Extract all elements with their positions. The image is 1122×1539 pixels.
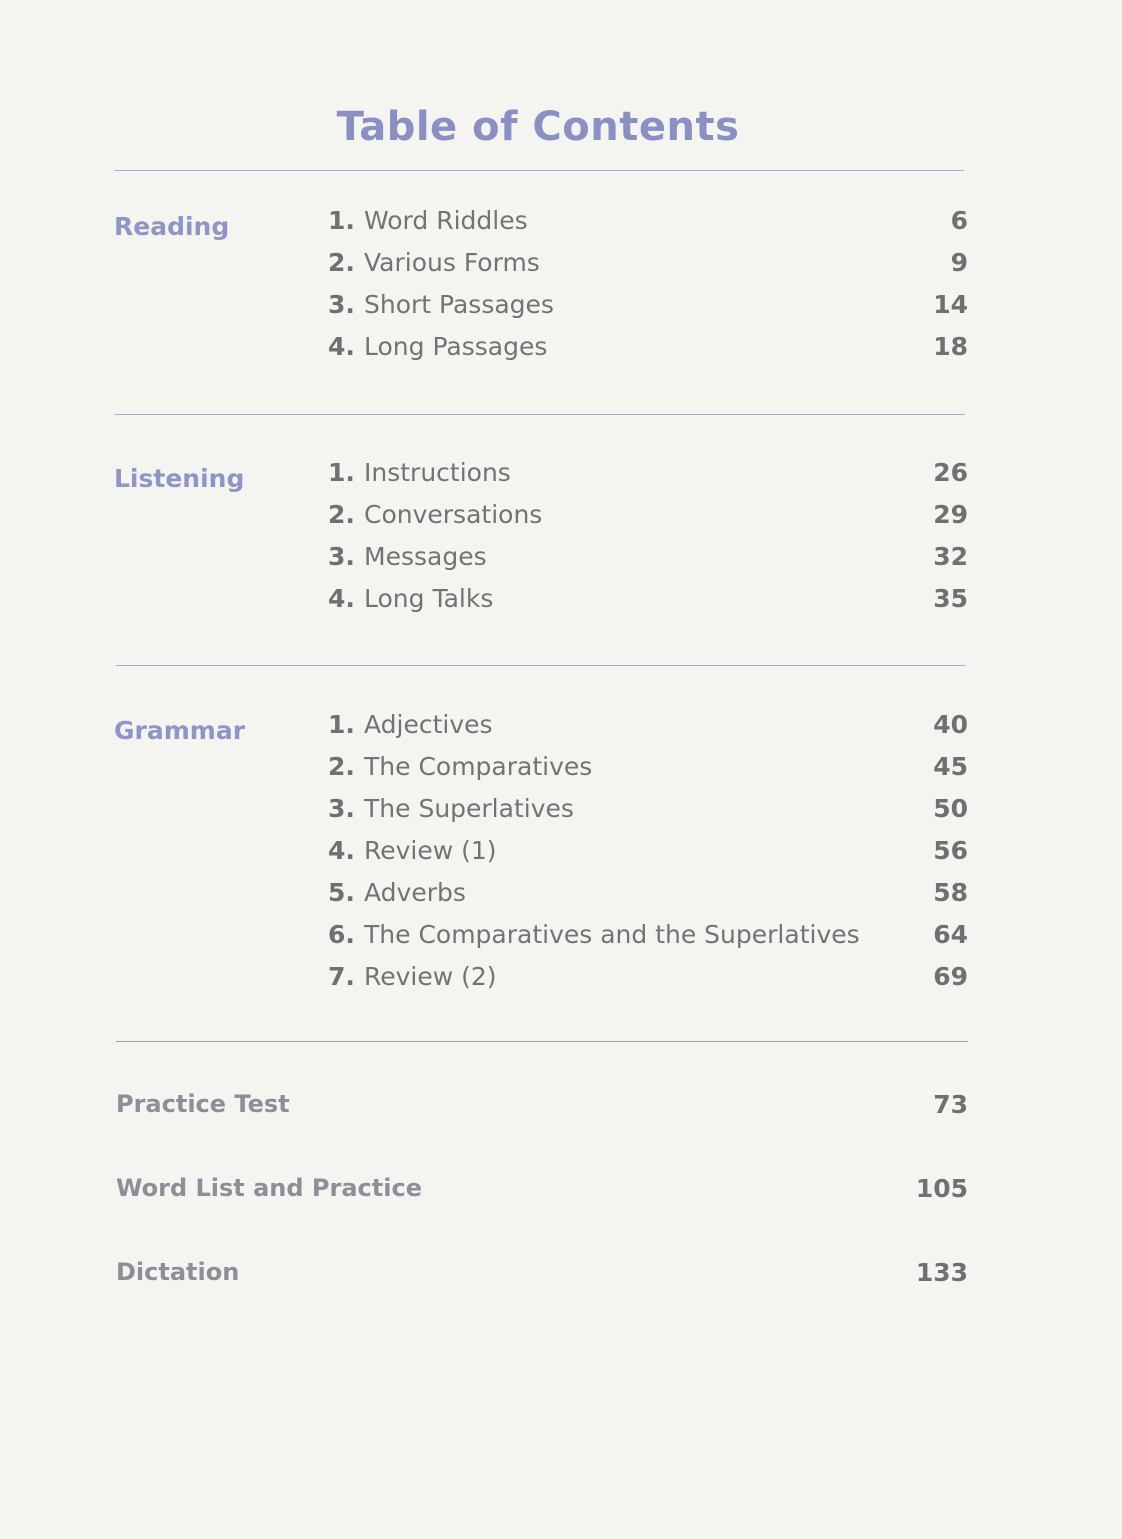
entry-page: 58 <box>933 878 968 907</box>
entry-number: 1. <box>328 710 355 739</box>
extra-page: 133 <box>915 1258 968 1287</box>
entry-page: 40 <box>933 710 968 739</box>
toc-entry[interactable] <box>328 752 968 794</box>
entry-number: 6. <box>328 920 355 949</box>
entry-number: 7. <box>328 962 355 991</box>
entry-title: Word Riddles <box>364 206 528 235</box>
entry-page: 45 <box>933 752 968 781</box>
entry-number: 2. <box>328 752 355 781</box>
toc-entry[interactable] <box>328 962 968 1004</box>
entry-number: 4. <box>328 836 355 865</box>
entry-title: Review (1) <box>364 836 497 865</box>
toc-entry[interactable] <box>328 248 968 290</box>
entry-number: 1. <box>328 206 355 235</box>
entry-title: Adjectives <box>364 710 493 739</box>
entry-title: Short Passages <box>364 290 554 319</box>
entry-number: 4. <box>328 332 355 361</box>
entry-number: 5. <box>328 878 355 907</box>
entry-page: 50 <box>933 794 968 823</box>
entry-list <box>328 710 968 1004</box>
entry-page: 56 <box>933 836 968 865</box>
section-label: Listening <box>114 464 245 493</box>
toc-entry[interactable] <box>328 332 968 374</box>
entry-page: 26 <box>933 458 968 487</box>
entry-page: 29 <box>933 500 968 529</box>
toc-entry[interactable] <box>328 794 968 836</box>
entry-title: Review (2) <box>364 962 497 991</box>
entry-title: Long Passages <box>364 332 548 361</box>
toc-entry[interactable] <box>328 878 968 920</box>
entry-title: Instructions <box>364 458 511 487</box>
divider <box>116 1041 968 1042</box>
entry-page: 6 <box>950 206 968 235</box>
entry-number: 4. <box>328 584 355 613</box>
extra-page: 73 <box>933 1090 968 1119</box>
section-label: Reading <box>114 212 230 241</box>
toc-entry[interactable] <box>328 836 968 878</box>
toc-entry[interactable] <box>328 710 968 752</box>
entry-number: 3. <box>328 290 355 319</box>
toc-extra-dictation[interactable] <box>116 1258 968 1298</box>
toc-entry[interactable] <box>328 458 968 500</box>
entry-number: 3. <box>328 542 355 571</box>
entry-list <box>328 206 968 374</box>
entry-page: 18 <box>933 332 968 361</box>
entry-page: 9 <box>950 248 968 277</box>
toc-entry[interactable] <box>328 542 968 584</box>
entry-number: 1. <box>328 458 355 487</box>
toc-entry[interactable] <box>328 584 968 626</box>
entry-page: 35 <box>933 584 968 613</box>
extra-label: Practice Test <box>116 1090 290 1118</box>
toc-extra-word-list[interactable] <box>116 1174 968 1214</box>
divider <box>114 414 965 415</box>
entry-title: The Comparatives <box>364 752 593 781</box>
divider <box>116 665 966 666</box>
extra-label: Dictation <box>116 1258 240 1286</box>
extra-label: Word List and Practice <box>116 1174 422 1202</box>
toc-extra-practice-test[interactable] <box>116 1090 968 1130</box>
section-label: Grammar <box>114 716 246 745</box>
toc-entry[interactable] <box>328 206 968 248</box>
toc-entry[interactable] <box>328 290 968 332</box>
entry-title: The Superlatives <box>364 794 574 823</box>
entry-title: Long Talks <box>364 584 494 613</box>
entry-list <box>328 458 968 626</box>
entry-page: 69 <box>933 962 968 991</box>
toc-entry[interactable] <box>328 920 968 962</box>
entry-title: Various Forms <box>364 248 540 277</box>
entry-page: 14 <box>933 290 968 319</box>
entry-title: The Comparatives and the Superlatives <box>364 920 860 949</box>
page-title: Table of Contents <box>336 104 740 150</box>
entry-number: 2. <box>328 248 355 277</box>
entry-number: 3. <box>328 794 355 823</box>
entry-title: Conversations <box>364 500 543 529</box>
entry-page: 64 <box>933 920 968 949</box>
entry-number: 2. <box>328 500 355 529</box>
extra-page: 105 <box>915 1174 968 1203</box>
divider <box>114 170 964 171</box>
entry-title: Messages <box>364 542 487 571</box>
entry-page: 32 <box>933 542 968 571</box>
toc-entry[interactable] <box>328 500 968 542</box>
entry-title: Adverbs <box>364 878 466 907</box>
